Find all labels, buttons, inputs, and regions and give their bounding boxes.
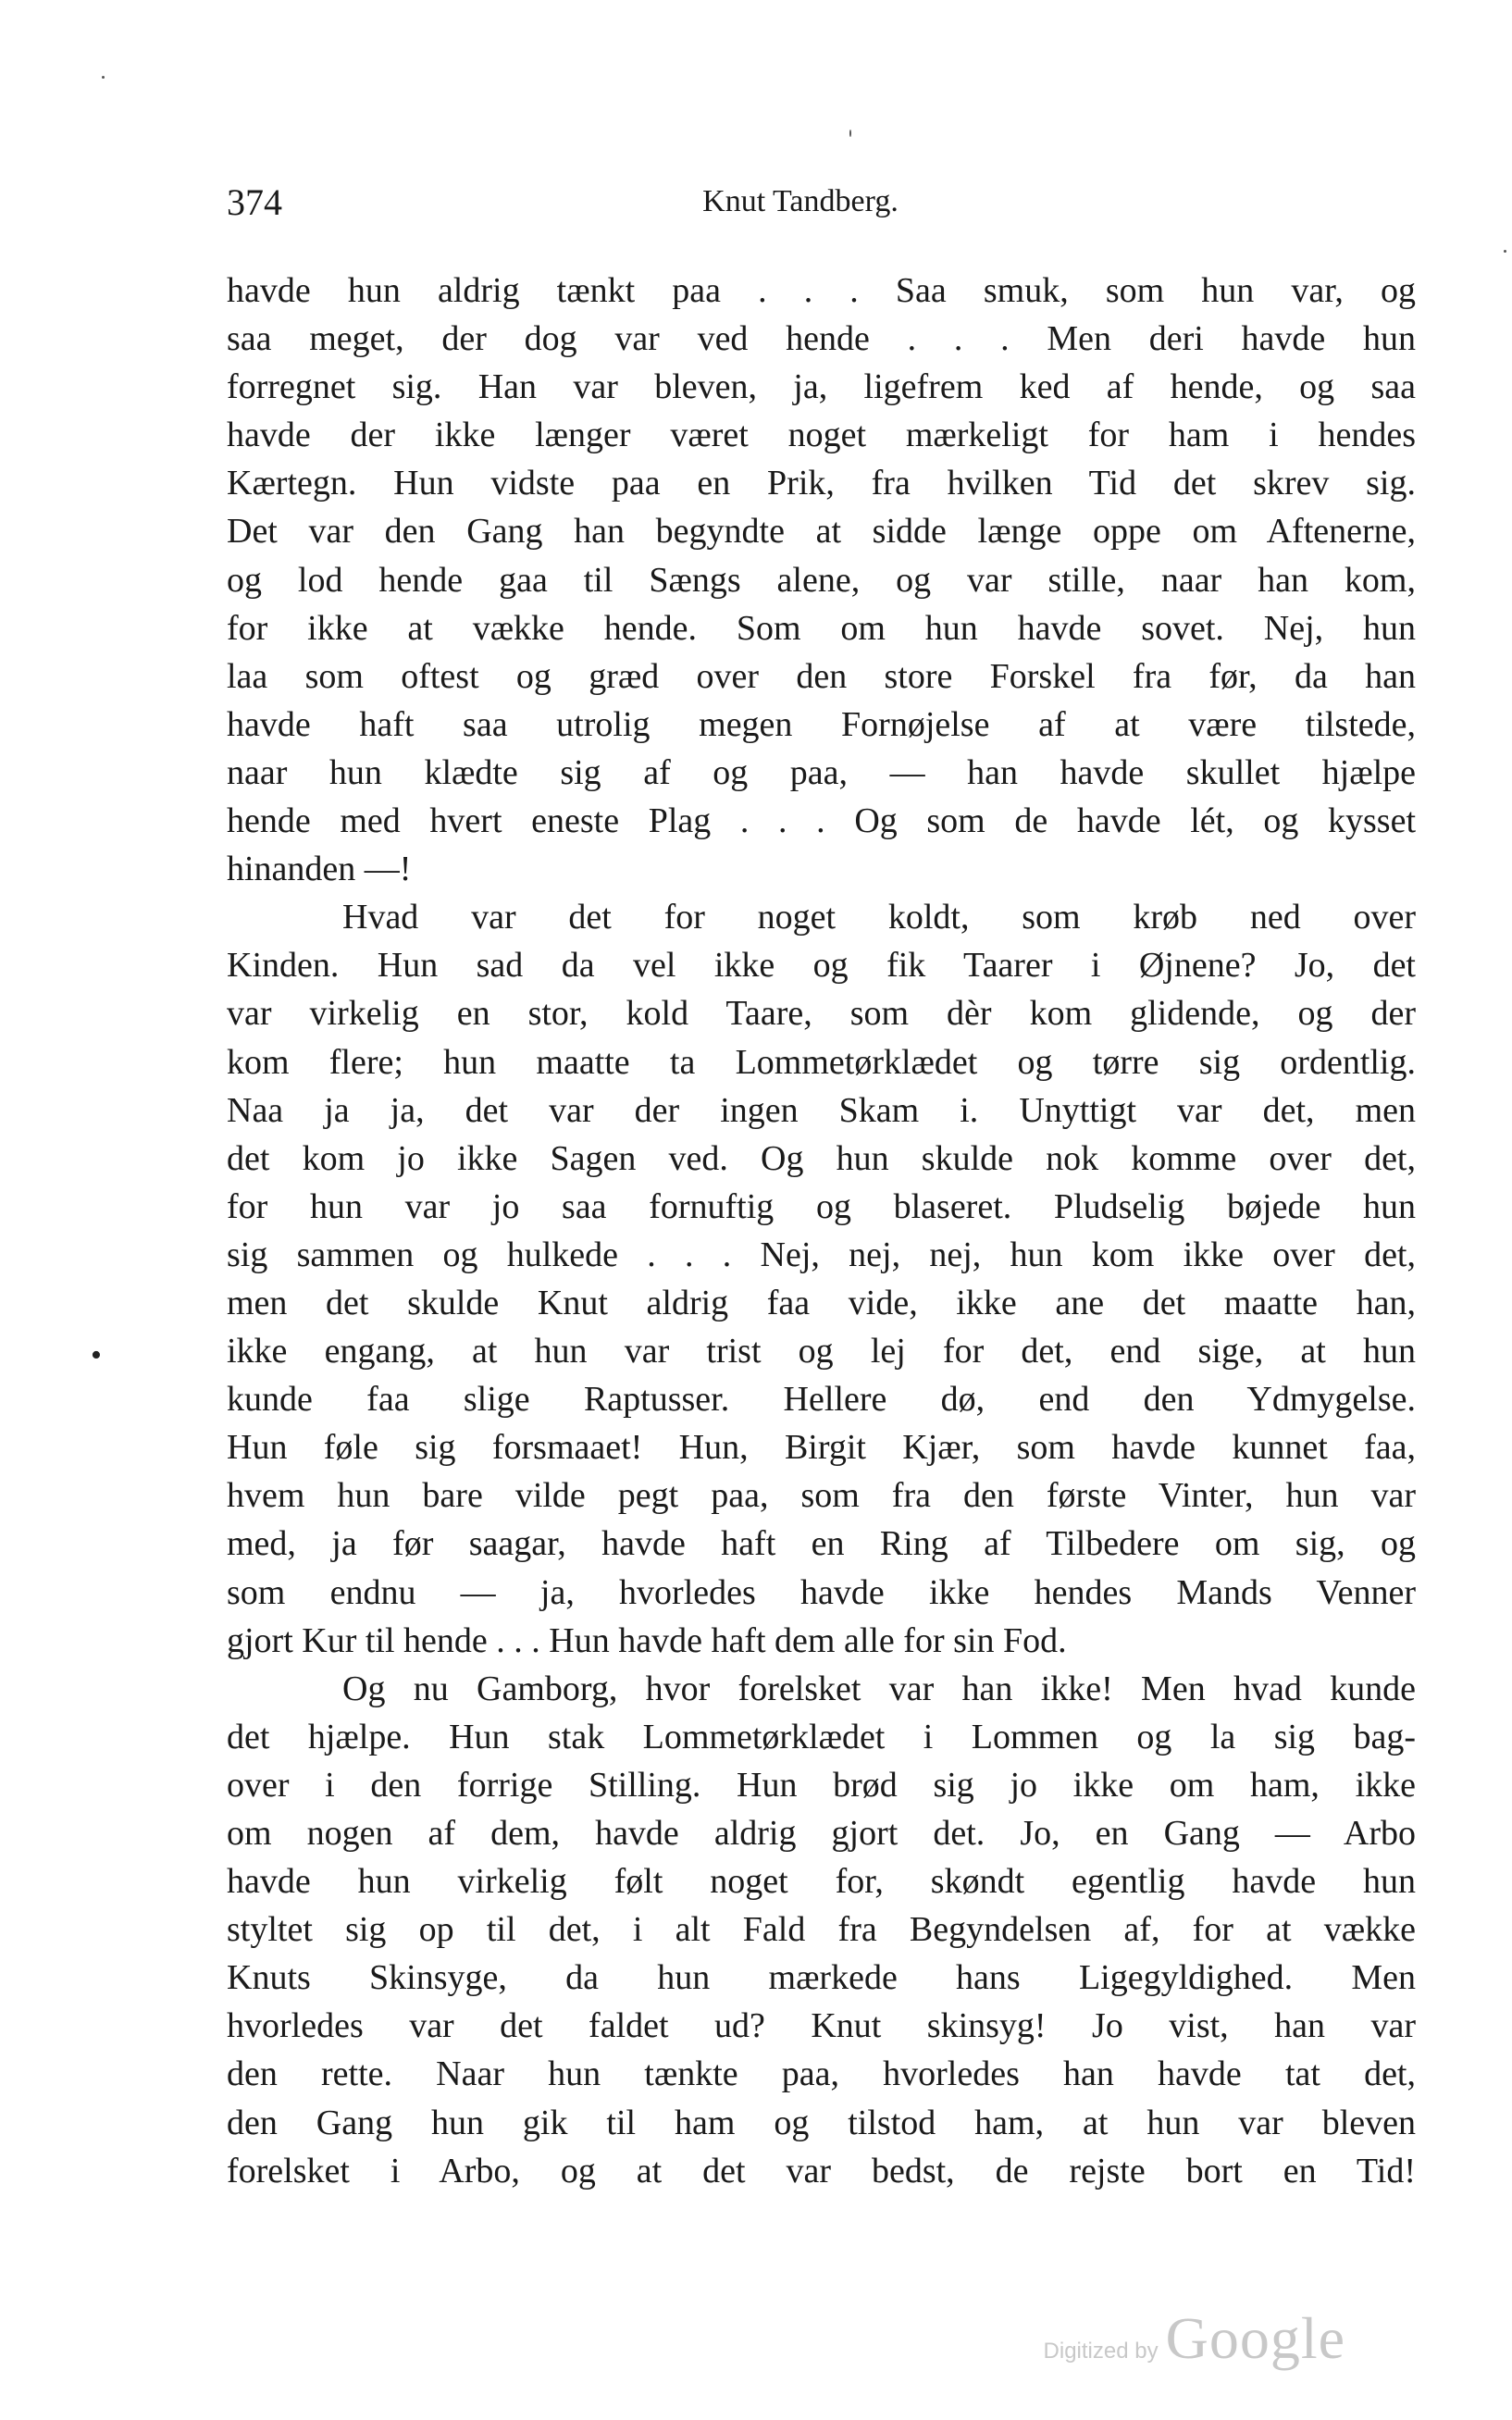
text-line: om nogen af dem, havde aldrig gjort det. Jo, en Gang — Arbo <box>227 1814 1416 1853</box>
text-line: hende med hvert eneste Plag . . . Og som de havde lét, og kysset <box>227 801 1416 841</box>
text-line: den Gang hun gik til ham og tilstod ham, at hun var bleven <box>227 2103 1416 2142</box>
text-line: kom flere; hun maatte ta Lommetørklædet og tørre sig ordentlig. <box>227 1042 1416 1082</box>
text-line: kunde faa slige Raptusser. Hellere dø, end den Ydmygelse. <box>227 1380 1416 1420</box>
text-line: gjort Kur til hende . . . Hun havde haft dem alle for sin Fod. <box>227 1620 1067 1660</box>
text-line: og lod hende gaa til Sængs alene, og var stille, naar han kom, <box>227 560 1416 600</box>
page-number: 374 <box>227 181 282 223</box>
google-watermark <box>1044 2304 1345 2378</box>
text-line: som endnu — ja, hvorledes havde ikke hendes Mands Venner <box>227 1572 1416 1612</box>
text-line: havde der ikke længer været noget mærkeligt for ham i hendes <box>227 416 1416 455</box>
text-line: Kinden. Hun sad da vel ikke og fik Taarer i Øjnene? Jo, det <box>227 946 1416 986</box>
text-line: hvem hun bare vilde pegt paa, som fra den første Vinter, hun var <box>227 1476 1416 1516</box>
text-line: det kom jo ikke Sagen ved. Og hun skulde nok komme over det, <box>227 1138 1416 1178</box>
watermark-digitized-text: Digitized by <box>1043 2339 1159 2364</box>
speck-mark <box>849 130 851 137</box>
text-line: naar hun klædte sig af og paa, — han havde skullet hjælpe <box>227 752 1416 792</box>
text-line: hvorledes var det faldet ud? Knut skinsyg! Jo vist, han var <box>227 2006 1416 2046</box>
text-line: Naa ja ja, det var der ingen Skam i. Unyttigt var det, men <box>227 1090 1416 1130</box>
text-line: havde hun virkelig følt noget for, skøndt egentlig havde hun <box>227 1862 1416 1902</box>
text-line: over i den forrige Stilling. Hun brød sig jo ikke om ham, ikke <box>227 1765 1416 1805</box>
body-text <box>227 267 1416 2195</box>
text-line: Hvad var det for noget koldt, som krøb ned over <box>342 898 1416 937</box>
text-line: Kærtegn. Hun vidste paa en Prik, fra hvilken Tid det skrev sig. <box>227 464 1416 503</box>
text-line: Og nu Gamborg, hvor forelsket var han ikke! Men hvad kunde <box>342 1669 1416 1708</box>
text-line: Det var den Gang han begyndte at sidde længe oppe om Aftenerne, <box>227 512 1416 552</box>
text-line: styltet sig op til det, i alt Fald fra Begyndelsen af, for at vække <box>227 1910 1416 1950</box>
text-line: laa som oftest og græd over den store Forskel fra før, da han <box>227 656 1416 696</box>
text-line: forelsket i Arbo, og at det var bedst, de rejste bort en Tid! <box>227 2151 1416 2190</box>
speck-mark <box>102 76 105 79</box>
text-line: med, ja før saagar, havde haft en Ring af Tilbedere om sig, og <box>227 1524 1416 1564</box>
text-line: Hun føle sig forsmaaet! Hun, Birgit Kjær, som havde kunnet faa, <box>227 1428 1416 1468</box>
text-line: hinanden —! <box>227 850 412 889</box>
text-line: forregnet sig. Han var bleven, ja, ligefrem ked af hende, og saa <box>227 367 1416 407</box>
text-line: Knuts Skinsyge, da hun mærkede hans Ligegyldighed. Men <box>227 1958 1416 1998</box>
text-line: men det skulde Knut aldrig faa vide, ikke ane det maatte han, <box>227 1283 1416 1322</box>
text-line: saa meget, der dog var ved hende . . . Men deri havde hun <box>227 319 1416 359</box>
text-line: sig sammen og hulkede . . . Nej, nej, nej, hun kom ikke over det, <box>227 1235 1416 1274</box>
text-line: havde hun aldrig tænkt paa . . . Saa smuk, som hun var, og <box>227 271 1416 310</box>
text-line: for hun var jo saa fornuftig og blaseret. Pludselig bøjede hun <box>227 1186 1416 1226</box>
running-title: Knut Tandberg. <box>702 184 899 218</box>
text-line: den rette. Naar hun tænkte paa, hvorledes han havde tat det, <box>227 2054 1416 2094</box>
text-line: for ikke at vække hende. Som om hun havde sovet. Nej, hun <box>227 608 1416 648</box>
speck-mark <box>1504 250 1506 253</box>
text-line: det hjælpe. Hun stak Lommetørklædet i Lommen og la sig bag- <box>227 1717 1416 1756</box>
text-line: var virkelig en stor, kold Taare, som dèr kom glidende, og der <box>227 994 1416 1034</box>
text-line: ikke engang, at hun var trist og lej for det, end sige, at hun <box>227 1332 1416 1371</box>
text-line: havde haft saa utrolig megen Fornøjelse af at være tilstede, <box>227 704 1416 744</box>
page-header <box>227 180 1374 227</box>
margin-mark: • <box>91 1338 102 1372</box>
google-logo: Google <box>1165 2305 1345 2371</box>
